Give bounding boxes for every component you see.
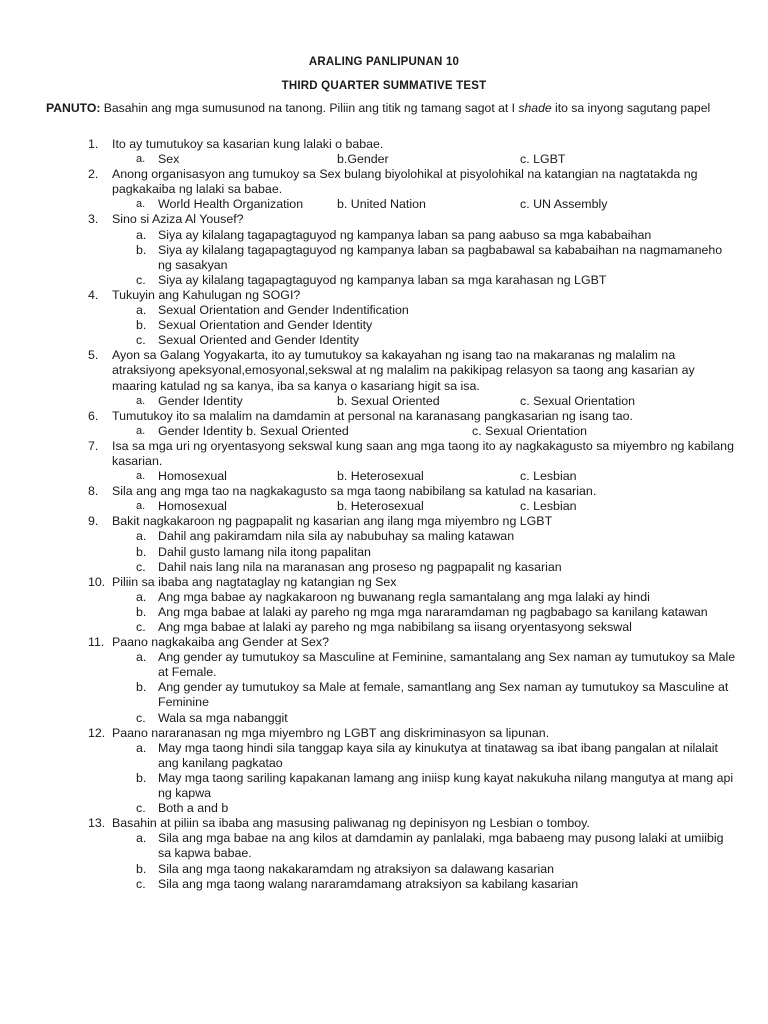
question-text: Sino si Aziza Al Yousef?	[112, 212, 244, 227]
option-letter: a.	[136, 529, 147, 544]
instructions-emphasis: shade	[518, 101, 552, 115]
question-item	[88, 635, 738, 726]
option-text: May mga taong sariling kapakanan lamang ang iniisp kung kayat nakukuha nilang mangutya at mang api ng kapwa	[158, 770, 734, 801]
question-text: Sila ang ang mga tao na nagkakagusto sa mga taong nabibilang sa katulad na kasarian.	[112, 484, 597, 499]
option-text: b. United Nation	[337, 197, 426, 212]
option-letter: c.	[136, 272, 146, 287]
option-text: Dahil nais lang nila na maranasan ang proseso ng pagpapalit ng kasarian	[158, 559, 562, 574]
option-letter: a.	[136, 650, 147, 665]
question-text: Basahin at piliin sa ibaba ang masusing paliwanag ng depinisyon ng Lesbian o tomboy.	[112, 816, 590, 831]
option-letter: c.	[136, 710, 146, 725]
inline-options-row	[112, 197, 738, 212]
option-letter: b.	[136, 770, 147, 785]
question-text: Piliin sa ibaba ang nagtataglay ng katangian ng Sex	[112, 574, 397, 589]
question-text: Tumutukoy ito sa malalim na damdamin at personal na karanasang pangkasarian ng isang tao.	[112, 408, 633, 423]
option-text: c. Lesbian	[520, 499, 577, 514]
answer-option	[112, 741, 738, 771]
option-letter: c.	[136, 801, 146, 816]
option-letter: a.	[136, 589, 147, 604]
option-text: Sila ang mga babae na ang kilos at damdamin ay panlalaki, mga babaeng may pusong lalaki at umiibig sa kapwa babae.	[158, 831, 724, 861]
option-text: Sila ang mga taong nakakaramdam ng atraksiyon sa dalawang kasarian	[158, 861, 555, 876]
answer-option	[112, 529, 738, 544]
option-text: b. Heterosexual	[337, 469, 424, 484]
answer-option	[112, 303, 738, 318]
option-letter: a.	[136, 740, 147, 755]
answer-option	[112, 862, 738, 877]
inline-options-row	[112, 499, 738, 514]
option-letter: a.	[136, 227, 147, 242]
option-letter: a.	[136, 394, 146, 407]
question-item	[88, 514, 738, 574]
option-letter: b.	[136, 861, 147, 876]
question-item	[88, 439, 738, 484]
question-text: Anong organisasyon ang tumukoy sa Sex bulang biyolohikal at pisyolohikal na katangian na nagtatakda ng pagkakaiba ng lalaki sa babae.	[112, 167, 698, 197]
option-text: Gender Identity b. Sexual Oriented	[158, 423, 349, 438]
question-item	[88, 816, 738, 891]
question-text: Ayon sa Galang Yogyakarta, ito ay tumutukoy sa kakayahan ng isang tao na makaranas ng malalim na atraksiyong apeksyonal,emosyonal,sekswal at ng malalim na pakikipag relasyon sa taong ang kasarian ay maaring katulad ng sa kanya, iba sa kanya o kasariang higit sa isa.	[112, 348, 695, 393]
question-number: 7.	[88, 438, 99, 453]
option-text: Ang mga babae at lalaki ay pareho ng mga mga nararamdaman ng pagbabago sa kanilang katawan	[158, 604, 708, 619]
question-number: 12.	[88, 725, 106, 740]
question-number: 11.	[88, 635, 105, 650]
option-text: b.Gender	[337, 152, 389, 167]
answer-option	[112, 273, 738, 288]
inline-options-row	[112, 469, 738, 484]
option-letter: a.	[136, 500, 146, 513]
answer-option	[112, 711, 738, 726]
option-letter: b.	[136, 680, 147, 695]
option-text: c. UN Assembly	[520, 197, 608, 212]
option-letter: a.	[136, 303, 147, 318]
question-item	[88, 212, 738, 287]
inline-options-row	[112, 394, 738, 409]
option-text: Homosexual	[158, 499, 227, 514]
answer-option	[112, 590, 738, 605]
answer-option	[112, 333, 738, 348]
question-item	[88, 288, 738, 348]
option-text: Ang mga babae ay nagkakaroon ng buwanang regla samantalang ang mga lalaki ay hindi	[158, 589, 650, 604]
question-text: Tukuyin ang Kahulugan ng SOGI?	[112, 287, 301, 302]
option-letter: a.	[136, 831, 147, 846]
instructions-label: PANUTO:	[46, 101, 101, 115]
option-text: Siya ay kilalang tagapagtaguyod ng kampanya laban sa pagbabawal sa kababaihan na nagmamaneho ng sasakyan	[158, 242, 723, 272]
answer-option	[112, 560, 738, 575]
question-number: 5.	[88, 348, 99, 363]
question-number: 3.	[88, 212, 99, 227]
option-text: Dahil gusto lamang nila itong papalitan	[158, 544, 371, 559]
answer-option	[112, 877, 738, 892]
question-item	[88, 726, 738, 817]
option-letter: c.	[136, 876, 146, 891]
option-text: b. Sexual Oriented	[337, 393, 440, 408]
option-letter: c.	[136, 559, 146, 574]
option-text: Ang gender ay tumutukoy sa Masculine at Feminine, samantalang ang Sex naman ay tumutukoy sa Male at Female.	[158, 650, 736, 680]
option-text: c. Lesbian	[520, 469, 577, 484]
option-text: Homosexual	[158, 469, 227, 484]
question-item	[88, 484, 738, 514]
question-item	[88, 137, 738, 167]
option-text: Sila ang mga taong walang nararamdamang atraksiyon sa kabilang kasarian	[158, 876, 579, 891]
answer-option	[112, 605, 738, 620]
option-text: c. Sexual Orientation	[472, 423, 588, 438]
question-text: Ito ay tumutukoy sa kasarian kung lalaki o babae.	[112, 137, 384, 151]
question-item	[88, 348, 738, 408]
option-letter: b.	[136, 604, 147, 619]
question-text: Isa sa mga uri ng oryentasyong sekswal kung saan ang mga taong ito ay nagkakagusto sa miyembro ng kabilang kasarian.	[112, 438, 734, 468]
question-number: 9.	[88, 514, 99, 529]
option-text: Gender Identity	[158, 393, 243, 408]
option-text: c. Sexual Orientation	[520, 393, 636, 408]
option-text: Siya ay kilalang tagapagtaguyod ng kampanya laban sa mga karahasan ng LGBT	[158, 272, 607, 287]
option-text: Sexual Orientation and Gender Identity	[158, 318, 373, 333]
option-letter: b.	[136, 318, 147, 333]
option-text: May mga taong hindi sila tanggap kaya sila ay kinukutya at tinatawag sa ibat ibang pangalan at nilalait ang kanilang pagkatao	[158, 740, 719, 770]
answer-option	[112, 243, 738, 273]
question-text: Paano nararanasan ng mga miyembro ng LGBT ang diskriminasyon sa lipunan.	[112, 725, 550, 740]
option-letter: a.	[136, 198, 146, 211]
question-text: Bakit nagkakaroon ng pagpapalit ng kasarian ang ilang mga miyembro ng LGBT	[112, 514, 553, 529]
option-text: Both a and b	[158, 801, 229, 816]
option-letter: b.	[136, 544, 147, 559]
document-subtitle: THIRD QUARTER SUMMATIVE TEST	[281, 80, 487, 92]
option-letter: a.	[136, 424, 146, 437]
option-text: Wala sa mga nabanggit	[158, 710, 288, 725]
question-number: 4.	[88, 287, 99, 302]
option-text: Sexual Orientation and Gender Indentification	[158, 303, 409, 318]
question-number: 1.	[88, 137, 99, 151]
answer-option	[112, 545, 738, 560]
option-text: Ang mga babae at lalaki ay pareho ng mga nabibilang sa iisang oryentasyong sekswal	[158, 620, 632, 634]
option-letter: b.	[136, 242, 147, 257]
option-letter: c.	[136, 620, 146, 634]
answer-option	[112, 680, 738, 710]
option-text: World Health Organization	[158, 197, 304, 212]
option-text: b. Heterosexual	[337, 499, 424, 514]
question-number: 6.	[88, 408, 99, 423]
option-letter: a.	[136, 153, 146, 166]
question-item	[88, 575, 738, 635]
instructions-text-before: Basahin ang mga sumusunod na tanong. Piliin ang titik ng tamang sagot at I	[100, 101, 519, 115]
option-text: Dahil ang pakiramdam nila sila ay nabubuhay sa maling katawan	[158, 529, 515, 544]
answer-option	[112, 620, 738, 635]
answer-option	[112, 650, 738, 680]
option-text: Sexual Oriented and Gender Identity	[158, 333, 360, 348]
question-list	[88, 137, 738, 892]
instructions	[46, 101, 736, 116]
document-title: ARALING PANLIPUNAN 10	[308, 56, 460, 68]
question-number: 8.	[88, 484, 99, 499]
option-text: Ang gender ay tumutukoy sa Male at female, samantlang ang Sex naman ay tumutukoy sa Masculine at Feminine	[158, 680, 729, 710]
option-text: Siya ay kilalang tagapagtaguyod ng kampanya laban sa pang aabuso sa mga kababaihan	[158, 227, 652, 242]
answer-option	[112, 831, 738, 861]
option-text: c. LGBT	[520, 152, 566, 167]
inline-options-row	[112, 152, 738, 167]
instructions-text-after: ito sa inyong sagutang papel	[551, 101, 711, 115]
question-item	[88, 409, 738, 439]
question-text: Paano nagkakaiba ang Gender at Sex?	[112, 635, 329, 650]
option-letter: a.	[136, 470, 146, 483]
answer-option	[112, 228, 738, 243]
question-number: 13.	[88, 816, 106, 831]
answer-option	[112, 771, 738, 801]
option-letter: c.	[136, 333, 146, 348]
question-number: 2.	[88, 167, 99, 182]
answer-option	[112, 801, 738, 816]
option-text: Sex	[158, 152, 180, 167]
question-item	[88, 167, 738, 212]
answer-option	[112, 318, 738, 333]
question-number: 10.	[88, 574, 106, 589]
inline-options-row	[112, 424, 738, 439]
